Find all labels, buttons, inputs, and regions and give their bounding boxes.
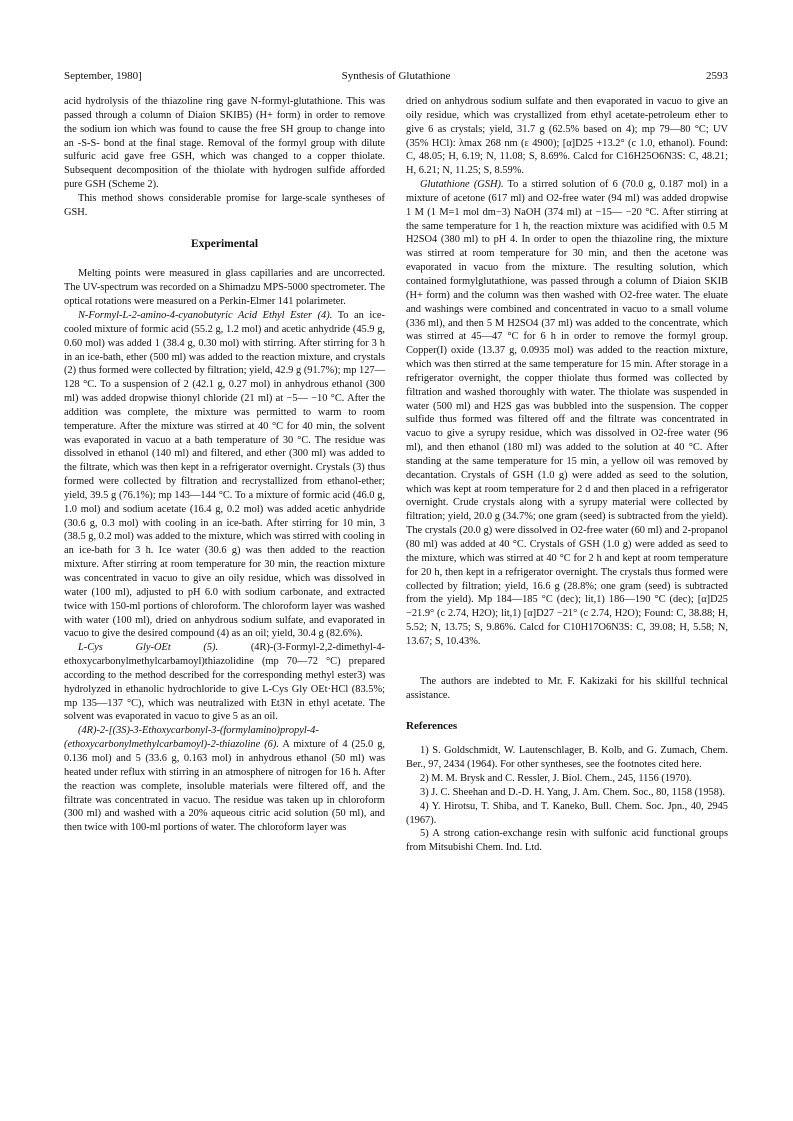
- compound-paragraph: [64, 641, 385, 724]
- running-header: [64, 70, 728, 86]
- page-number: 2593: [706, 70, 728, 82]
- right-column: [406, 95, 728, 855]
- acknowledgement: The authors are indebted to Mr. F. Kakizaki for his skillful technical assistance.: [406, 675, 728, 701]
- paragraph: This method shows considerable promise for large-scale syntheses of GSH.: [64, 192, 385, 218]
- compound-paragraph: [64, 309, 385, 641]
- left-column: [64, 95, 385, 835]
- compound-paragraph: [64, 724, 385, 835]
- compound-paragraph: [406, 178, 728, 649]
- section-heading: Experimental: [190, 237, 259, 250]
- reference-item: 5) A strong cation-exchange resin with sulfonic acid functional groups from Mitsubishi Chem. Ind. Ltd.: [406, 828, 728, 854]
- reference-item: 4) Y. Hirotsu, T. Shiba, and T. Kaneko, Bull. Chem. Soc. Jpn., 40, 2945 (1967).: [406, 800, 728, 826]
- subheading: (4R)-2-[(3S)-3-Ethoxycarbonyl-3-(formylamino)propyl-4-(ethoxycarbonylmethylcarbamoyl)-2-thiazoline (6).: [64, 725, 319, 751]
- paragraph: dried on anhydrous sodium sulfate and then evaporated in vacuo to give an oily residue, which was crystallized from ethyl acetate-petroleum ether to give 6 as crystals; yield, 31.7 g (62.5% based on 4); mp 79—80 °C; UV (35% HCl): λmax 268 nm (ε 4900); [α]D25 +13.2° (c 1.0, ethanol). Found: C, 48.05; H, 6.19; N, 11.08; S, 8.69%. Calcd for C16H25O6N3S: C, 48.21; H, 6.21; N, 11.25; S, 8.59%.: [406, 96, 728, 177]
- paragraph-text: A mixture of 4 (25.0 g, 0.136 mol) and 5 (33.6 g, 0.163 mol) in anhydrous ethanol (50 ml) was heated under reflux with stirring in an atmosphere of nitrogen for 16 h. After the reaction was complete, insoluble materials were filtered off, and the filtrate was concentrated in vacuo. The residue was taken up in chloroform (300 ml) and washed with a 20% aqueous citric acid solution (50 ml), and then twice with 100-ml portions of water. The chloroform layer was: [64, 739, 386, 834]
- references-heading: References: [406, 720, 458, 733]
- header-title: Synthesis of Glutathione: [341, 70, 451, 82]
- reference-list: [406, 744, 728, 855]
- paragraph-text: (4R)-(3-Formyl-2,2-dimethyl-4-ethoxycarbonylmethylcarbamoyl)thiazolidine (mp 70—72 °C) prepared according to the method described for the corresponding methyl ester3) was hydrolyzed in ethanolic hydrochloride to give L-Cys Gly OEt·HCl (83.5%; mp 135—137 °C), which was neutralized with Et3N in ethyl acetate. The solvent was evaporated in vacuo to give 5 as an oil.: [64, 642, 385, 723]
- subheading: N-Formyl-L-2-amino-4-cyanobutyric Acid Ethyl Ester (4).: [78, 309, 333, 321]
- reference-item: 3) J. C. Sheehan and D.-D. H. Yang, J. Am. Chem. Soc., 80, 1158 (1958).: [420, 786, 725, 798]
- paragraph-text: To a stirred solution of 6 (70.0 g, 0.187 mol) in a mixture of acetone (617 ml) and O2-free water (94 ml) was added dropwise 1 M (1 M=1 mol dm−3) NaOH (374 ml) at −15— −20 °C. After stirring at the same temperature for 1 h, the reaction mixture was acidified with 0.5 M H2SO4 (380 ml) to pH 4. In order to open the thiazoline ring, the mixture was stirred at room temperature for 30 min, and then the acetone was evaporated in vacuo from the mixture. The resulting solution, which contained formylglutathione, was passed through a column of Diaion SKIB (H+ form) and the column was then washed with O2-free water. The eluate and washings were combined and concentrated in vacuo to a small volume (336 ml), and then 5 M H2SO4 (37 ml) was added to the concentrate, which was stirred at 45—47 °C for 6 h in order to remove the formyl group. Copper(I) oxide (13.37 g, 0.0935 mol) was added to the reaction mixture, which was then stirred at the same temperature for 15 min. After storage in a refrigerator overnight, the copper thiolate thus formed was collected by filtration and washed thoroughly with water. The thiolate was suspended in water (500 ml) and H2S gas was bubbled into the suspension. The copper sulfide thus formed was filtered off and the filtrate was concentrated in vacuo to give a syrupy residue, which was dissolved in O2-free water (96 ml), and then ethanol (180 ml) was added to the solution at 40 °C. After standing at the same temperature for 15 min, a yellow oil was removed by decantation. Crystals of GSH (1.0 g) were added as seed to the solution, which was kept at room temperature for 2 d and then placed in a refrigerator overnight. Crude crystals along with a syrupy material were collected by filtration; yield, 20.0 g (34.7%; one gram (seed) is subtracted from the yield). The crystals (20.0 g) were dissolved in O2-free water (60 ml) and 2-propanol (80 ml) was added at 40 °C. Crystals of GSH (1.0 g) were added as seed to the mixture, which was stirred at 40 °C for 2 h and kept at room temperature for 20 h, then kept in a refrigerator overnight. The crystals thus formed were collected by filtration; yield, 16.6 g (28.8%; one gram (seed) is subtracted from the yield). Mp 184—185 °C (dec); lit,1) 186—190 °C (dec); [α]D25 −21.9° (c 2.74, H2O); lit,1) [α]D27 −21° (c 2.74, H2O); Found: C, 38.88; H, 5.52; N, 13.75; S, 9.86%. Calcd for C10H17O6N3S: C, 39.08; H, 5.58; N, 13.67; S, 10.43%.: [406, 179, 728, 647]
- header-date: September, 1980]: [64, 70, 142, 82]
- subheading: L-Cys Gly-OEt (5).: [78, 642, 219, 654]
- reference-item: 2) M. M. Brysk and C. Ressler, J. Biol. Chem., 245, 1156 (1970).: [420, 772, 692, 784]
- paragraph: acid hydrolysis of the thiazoline ring gave N-formyl-glutathione. This was passed through a column of Diaion SKIB5) (H+ form) in order to remove the sodium ion which was found to cause the free SH group to change into an -S-S- bond at the final stage. Removal of the formyl group with dilute sulfuric acid gave free GSH, which was changed to a copper thiolate. Subsequent decomposition of the thiolate with hydrogen sulfide afforded pure GSH (Scheme 2).: [64, 96, 385, 191]
- paragraph: Melting points were measured in glass capillaries and are uncorrected. The UV-spectrum was recorded on a Shimadzu MPS-5000 spectrometer. The optical rotations were measured on a Perkin-Elmer 141 polarimeter.: [64, 268, 385, 308]
- paragraph-text: To an ice-cooled mixture of formic acid (55.2 g, 1.2 mol) and acetic anhydride (45.9 g, 0.60 mol) was added 1 (38.4 g, 0.30 mol) with stirring. After stirring for 3 h in an ice-bath, ether (500 ml) was added to the reaction mixture, and crystals (2) thus formed were collected by filtration; yield, 42.9 g (91.7%); mp 127—128 °C. To a suspension of 2 (42.1 g, 0.27 mol) in anhydrous ethanol (300 ml) was added dropwise thionyl chloride (21 ml) at −5— −10 °C. After the addition was complete, the mixture was permitted to warm to room temperature. After the mixture was stirred at 40 °C for 40 min, the solvent was evaporated in vacuo at a bath temperature of 30 °C. The residue was dissolved in ethanol (140 ml) and filtered, and ether (300 ml) was added to the filtrate, which was then kept in a refrigerator overnight. Crystals (3) thus formed were collected by filtration and recrystallized from ethanol-ether; yield, 39.5 g (76.1%); mp 143—144 °C. To a mixture of formic acid (46.0 g, 1.0 mol) and sodium acetate (16.4 g, 0.2 mol) was added acetic anhydride (30.6 g, 0.3 mol) with cooling in an ice-bath. After stirring for 10 min, 3 (38.5 g, 0.2 mol) was added to the mixture, which was stirred with cooling in an ice-bath for 3 h. Ice water (30.6 g) was then added to the reaction mixture. After stirring at room temperature for 30 min, the reaction mixture was concentrated in vacuo to give an oily residue, which was dissolved in water (100 ml), adjusted to pH 6.0 with sodium carbonate, and extracted twice with 150-ml portions of chloroform. The chloroform layer was washed with water (100 ml), dried on anhydrous sodium sulfate, and evaporated in vacuo to give the desired compound (4) as an oil; yield, 30.4 g (82.6%).: [64, 309, 385, 640]
- reference-item: 1) S. Goldschmidt, W. Lautenschlager, B. Kolb, and G. Zumach, Chem. Ber., 97, 2434 (1964). For other syntheses, see the footnotes cited here.: [406, 745, 728, 771]
- subheading: Glutathione (GSH).: [420, 179, 504, 191]
